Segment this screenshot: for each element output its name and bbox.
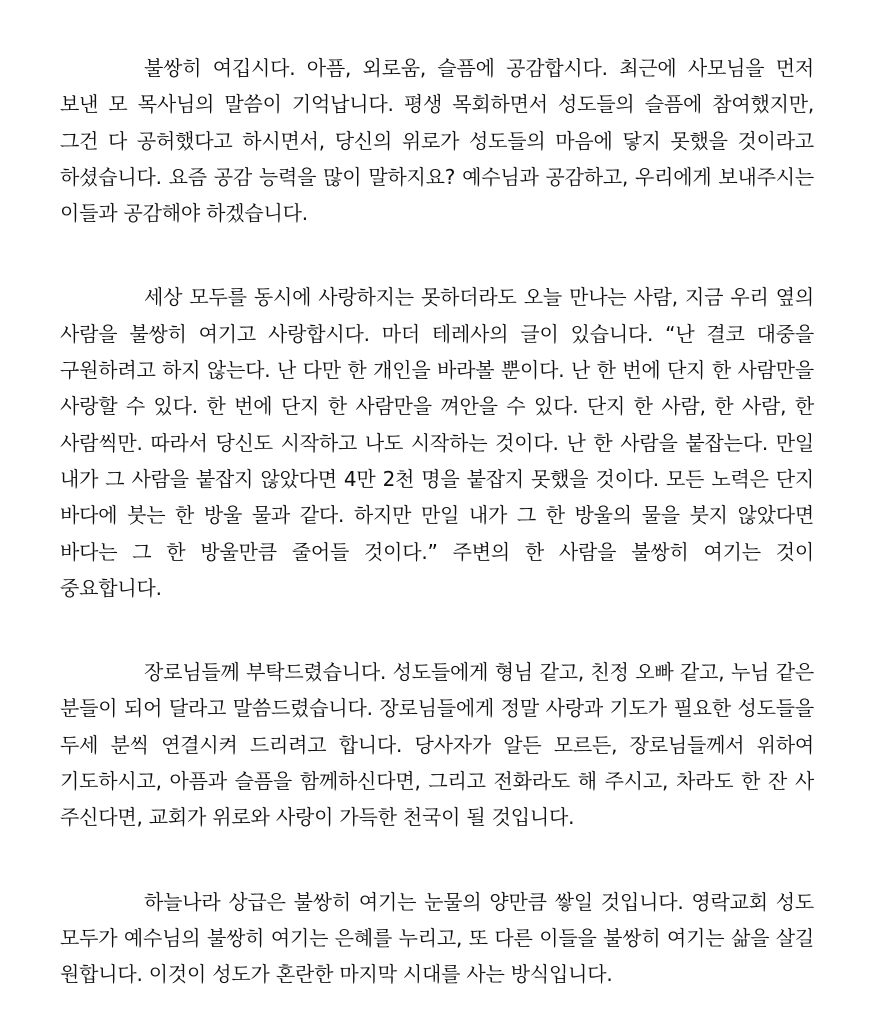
document-body <box>60 50 814 993</box>
paragraph-heavenly-reward: 하늘나라 상급은 불쌍히 여기는 눈물의 양만큼 쌓일 것입니다. 영락교회 성도 모두가 예수님의 불쌍히 여기는 은혜를 누리고, 또 다른 이들을 불쌍히 여기는 삶을 살길 원합니다. 이것이 성도가 혼란한 마지막 시대를 사는 방식입니다. <box>60 889 814 987</box>
paragraph-elders: 장로님들께 부탁드렸습니다. 성도들에게 형님 같고, 친정 오빠 같고, 누님 같은 분들이 되어 달라고 말씀드렸습니다. 장로님들에게 정말 사랑과 기도가 필요한 성도들을 두세 분씩 연결시켜 드리려고 합니다. 당사자가 알든 모르든, 장로님들께서 위하여 기도하시고, 아픔과 슬픔을 함께하신다면, 그리고 전화라도 해 주시고, 차라도 한 잔 사 주신다면, 교회가 위로와 사랑이 가득한 천국이 될 것입니다. <box>60 660 814 830</box>
paragraph-mother-teresa: 세상 모두를 동시에 사랑하지는 못하더라도 오늘 만나는 사람, 지금 우리 옆의 사람을 불쌍히 여기고 사랑합시다. 마더 테레사의 글이 있습니다. “난 결코 대중을 구원하려고 하지 않는다. 난 다만 한 개인을 바라볼 뿐이다. 난 한 번에 단지 한 사람만을 사랑할 수 있다. 한 번에 단지 한 사람만을 껴안을 수 있다. 단지 한 사람, 한 사람, 한 사람씩만. 따라서 당신도 시작하고 나도 시작하는 것이다. 난 한 사람을 붙잡는다. 만일 내가 그 사람을 붙잡지 않았다면 4만 2천 명을 붙잡지 못했을 것이다. 모든 노력은 단지 바다에 붓는 한 방울 물과 같다. 하지만 만일 내가 그 한 방울의 물을 붓지 않았다면 바다는 그 한 방울만큼 줄어들 것이다.” 주변의 한 사람을 불쌍히 여기는 것이 중요합니다. <box>60 285 814 600</box>
paragraph-compassion: 불쌍히 여깁시다. 아픔, 외로움, 슬픔에 공감합시다. 최근에 사모님을 먼저 보낸 모 목사님의 말씀이 기억납니다. 평생 목회하면서 성도들의 슬픔에 참여했지만, 그건 다 공허했다고 하시면서, 당신의 위로가 성도들의 마음에 닿지 못했을 것이라고 하셨습니다. 요즘 공감 능력을 많이 말하지요? 예수님과 공감하고, 우리에게 보내주시는 이들과 공감해야 하겠습니다. <box>60 56 814 226</box>
